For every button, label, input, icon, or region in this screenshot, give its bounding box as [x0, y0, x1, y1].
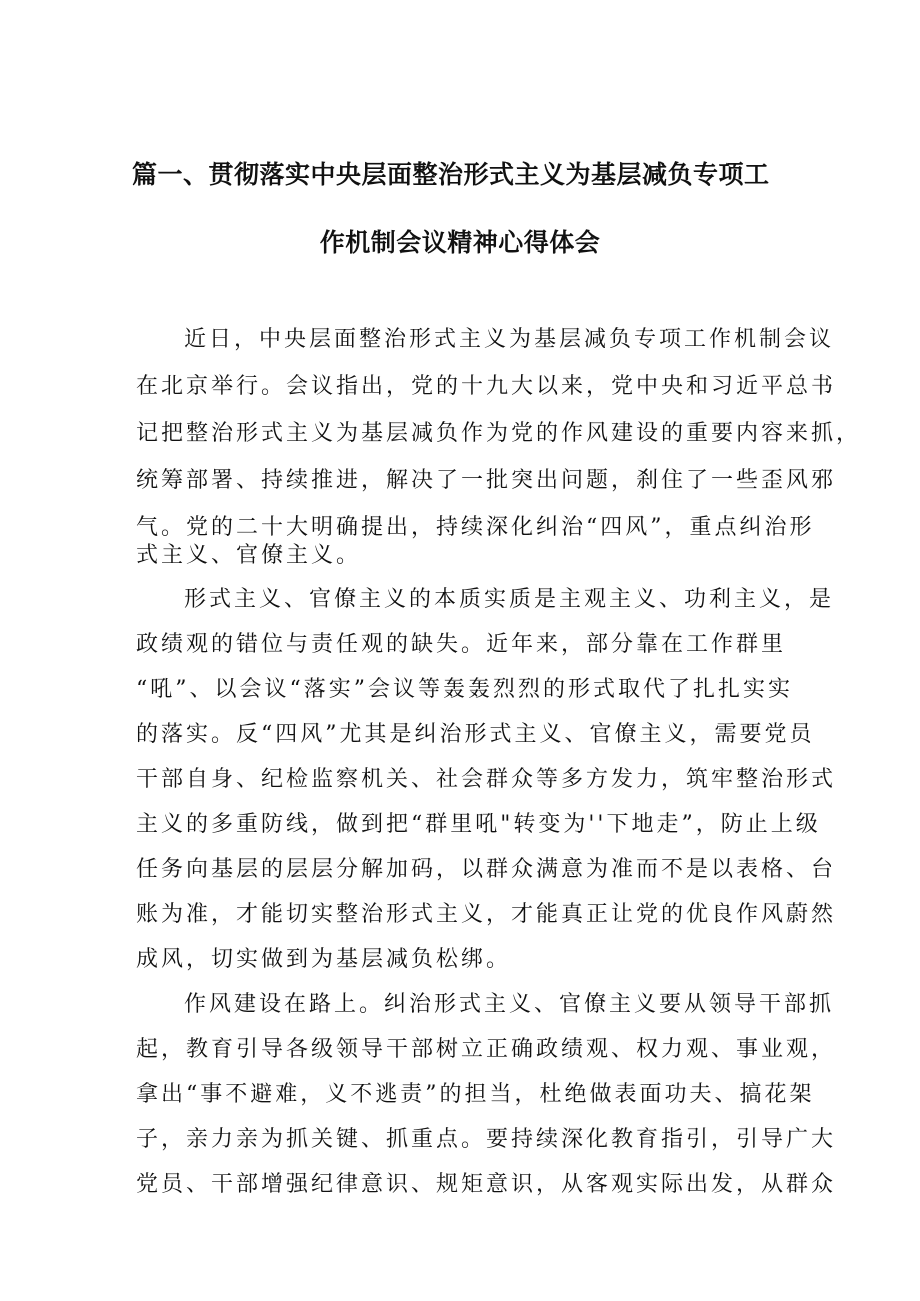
- body-line: 拿出“事不避难，义不逃责”的担当，杜绝做表面功夫、搞花架: [136, 1082, 815, 1107]
- body-line: 成风，切实做到为基层减负松绑。: [136, 947, 512, 972]
- body-line: 近日，中央层面整治形式主义为基层减负专项工作机制会议: [184, 327, 835, 352]
- body-line: “吼”、以会议“落实”会议等轰轰烈烈的形式取代了扎扎实实: [136, 677, 793, 702]
- body-line: 任务向基层的层层分解加码，以群众满意为准而不是以表格、台: [136, 857, 837, 882]
- body-line: 作风建设在路上。纠治形式主义、官僚主义要从领导干部抓: [184, 992, 835, 1017]
- body-line: 干部自身、纪检监察机关、社会群众等多方发力，筑牢整治形式: [136, 767, 837, 792]
- body-line: 统筹部署、持续推进，解决了一批突出问题，刹住了一些歪风邪: [136, 468, 837, 493]
- body-line: 账为准，才能切实整治形式主义，才能真正让党的优良作风蔚然: [136, 902, 837, 927]
- body-line: 的落实。反“四风”尤其是纠治形式主义、官僚主义，需要党员: [136, 722, 815, 747]
- body-line: 形式主义、官僚主义的本质实质是主观主义、功利主义，是: [184, 587, 835, 612]
- body-line: 式主义、官僚主义。: [136, 543, 362, 568]
- document-title-line-1: 篇一、贯彻落实中央层面整治形式主义为基层减负专项工: [132, 160, 770, 189]
- document-title-line-2: 作机制会议精神心得体会: [319, 228, 601, 257]
- body-line: 在北京举行。会议指出，党的十九大以来，党中央和习近平总书: [136, 374, 837, 399]
- body-line: 记把整治形式主义为基层减负作为党的作风建设的重要内容来抓，: [136, 421, 862, 446]
- body-line: 气。党的二十大明确提出，持续深化纠治“四风”，重点纠治形: [136, 515, 815, 540]
- body-line: 党员、干部增强纪律意识、规矩意识，从客观实际出发，从群众: [136, 1172, 837, 1197]
- body-line: 主义的多重防线，做到把“群里吼"转变为''下地走”，防止上级: [136, 812, 821, 837]
- body-line: 政绩观的错位与责任观的缺失。近年来，部分靠在工作群里: [136, 632, 787, 657]
- body-line: 起，教育引导各级领导干部树立正确政绩观、权力观、事业观，: [136, 1037, 837, 1062]
- body-line: 子，亲力亲为抓关键、抓重点。要持续深化教育指引，引导广大: [136, 1127, 837, 1152]
